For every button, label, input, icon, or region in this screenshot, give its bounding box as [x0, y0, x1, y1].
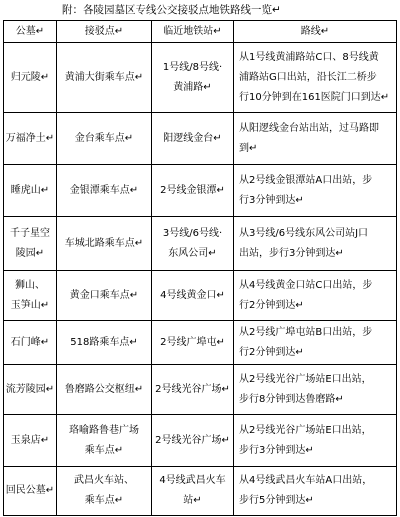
cell-line: 狮山、 [15, 279, 45, 291]
cell-route [234, 271, 397, 321]
cell-line: 千子星空 [10, 227, 50, 239]
cell-route [234, 415, 397, 467]
cell-station [152, 165, 234, 217]
cell-station [152, 217, 234, 271]
cell-cemetery [4, 365, 57, 415]
header-route: 路线↵ [234, 21, 397, 43]
cell-station [152, 415, 234, 467]
cell-cemetery [4, 321, 57, 365]
cell-line: 行3分钟到达↵ [239, 194, 304, 206]
cell-line: 到↵ [239, 142, 258, 154]
document-title: 附：各陵园墓区专线公交接驳点地铁路线一览↵ [62, 4, 281, 16]
table-row [4, 321, 397, 365]
table-row [4, 113, 397, 165]
cell-route [234, 113, 397, 165]
cell-stop [57, 365, 152, 415]
cell-line: 睡虎山↵ [10, 184, 50, 196]
cell-line: 从4号线黄金口站C口出站，步 [239, 279, 373, 291]
cell-line: 从1号线黄浦路站C口、8号线黄 [239, 51, 379, 63]
cell-stop [57, 271, 152, 321]
cell-station [152, 365, 234, 415]
cell-line: 行2分钟到达↵ [239, 299, 304, 311]
table-row [4, 271, 397, 321]
cell-line: 车城北路乘车点↵ [64, 237, 144, 249]
cell-line: 石门峰↵ [10, 336, 50, 348]
cell-stop [57, 467, 152, 516]
cell-line: 行10分钟到在161医院门口到达↵ [239, 91, 390, 103]
cell-line: 1号线/8号线· [162, 61, 223, 73]
cell-cemetery [4, 43, 57, 113]
cell-line: 归元陵↵ [10, 71, 50, 83]
cell-line: 珞喻路鲁巷广场 [69, 424, 139, 436]
cell-line: 2号线金银潭↵ [160, 184, 225, 196]
cell-line: 流芳陵园↵ [5, 383, 55, 395]
cell-line: 从2号线广埠屯站B口出站，步 [239, 326, 373, 338]
cell-line: 武昌火车站、 [74, 475, 134, 486]
header-station: 临近地铁站↵ [152, 21, 234, 43]
cell-cemetery [4, 113, 57, 165]
cell-line: 从4号线武昌火车站A口出站， [239, 475, 373, 486]
cell-line: 玉笋山↵ [10, 299, 50, 311]
cell-line: 步行8分钟到达鲁磨路↵ [239, 393, 344, 405]
cell-line: 金台乘车点↵ [74, 132, 134, 144]
cell-stop [57, 217, 152, 271]
cell-station [152, 43, 234, 113]
cell-line: 陵园↵ [15, 247, 45, 259]
cell-line: 518路乘车点↵ [70, 336, 138, 348]
cell-line: 从2号线光谷广场站E口出站， [239, 424, 372, 436]
cell-line: 2号线光谷广场↵ [155, 434, 230, 446]
cell-cemetery [4, 165, 57, 217]
cell-station [152, 271, 234, 321]
cell-cemetery [4, 217, 57, 271]
cell-line: 黄浦大街乘车点↵ [64, 71, 144, 83]
cell-stop [57, 321, 152, 365]
cell-line: 从3号线/6号线东风公司站J口 [239, 227, 369, 239]
cell-line: 阳逻线金台↵ [163, 132, 222, 144]
table-row [4, 217, 397, 271]
cell-station [152, 321, 234, 365]
cell-route [234, 365, 397, 415]
cell-line: 2号线广埠屯↵ [160, 336, 225, 348]
table-row [4, 365, 397, 415]
header-stop: 接驳点↵ [57, 21, 152, 43]
cell-cemetery [4, 467, 57, 516]
table-header-row [4, 21, 397, 43]
cell-line: 从2号线光谷广场站E口出站， [239, 373, 372, 385]
cell-line: 金银潭乘车点↵ [69, 184, 139, 196]
cell-line: 乘车点↵ [84, 444, 124, 456]
route-table [3, 20, 397, 516]
cell-route [234, 321, 397, 365]
cell-line: 行2分钟到达↵ [239, 346, 304, 358]
cell-line: 4号线黄金口↵ [160, 289, 225, 301]
table-row [4, 415, 397, 467]
cell-cemetery [4, 271, 57, 321]
cell-line: 站↵ [183, 495, 202, 506]
cell-line: 出站，步行3分钟到达↵ [239, 247, 344, 259]
cell-line: 乘车点↵ [84, 495, 124, 506]
table-row [4, 43, 397, 113]
cell-line: 2号线光谷广场↵ [155, 383, 230, 395]
table-row [4, 467, 397, 516]
cell-stop [57, 165, 152, 217]
cell-line: 从阳逻线金台站出站，过马路即 [239, 122, 379, 134]
header-cemetery: 公墓↵ [4, 21, 57, 43]
cell-stop [57, 43, 152, 113]
cell-line: 玉泉店↵ [10, 434, 50, 446]
cell-line: 步行5分钟到达↵ [239, 495, 314, 506]
cell-line: 浦路站G口出站，沿长江二桥步 [239, 71, 377, 83]
cell-line: 3号线/6号线· [162, 227, 223, 239]
table-row [4, 165, 397, 217]
cell-line: 步行3分钟到达↵ [239, 444, 314, 456]
cell-line: 鲁磨路公交枢纽↵ [64, 383, 144, 395]
cell-route [234, 165, 397, 217]
cell-route [234, 467, 397, 516]
cell-line: 黄浦路↵ [173, 81, 212, 93]
cell-cemetery [4, 415, 57, 467]
cell-line: 万福净土↵ [5, 132, 55, 144]
cell-line: 黄金口乘车点↵ [69, 289, 139, 301]
cell-stop [57, 113, 152, 165]
cell-stop [57, 415, 152, 467]
cell-line: 东风公司↵ [168, 247, 217, 259]
cell-line: 从2号线金银潭站A口出站，步 [239, 174, 373, 186]
cell-station [152, 467, 234, 516]
cell-route [234, 43, 397, 113]
cell-route [234, 217, 397, 271]
cell-station [152, 113, 234, 165]
cell-line: 4号线武昌火车 [159, 475, 226, 486]
cell-line: 回民公墓↵ [5, 485, 55, 496]
